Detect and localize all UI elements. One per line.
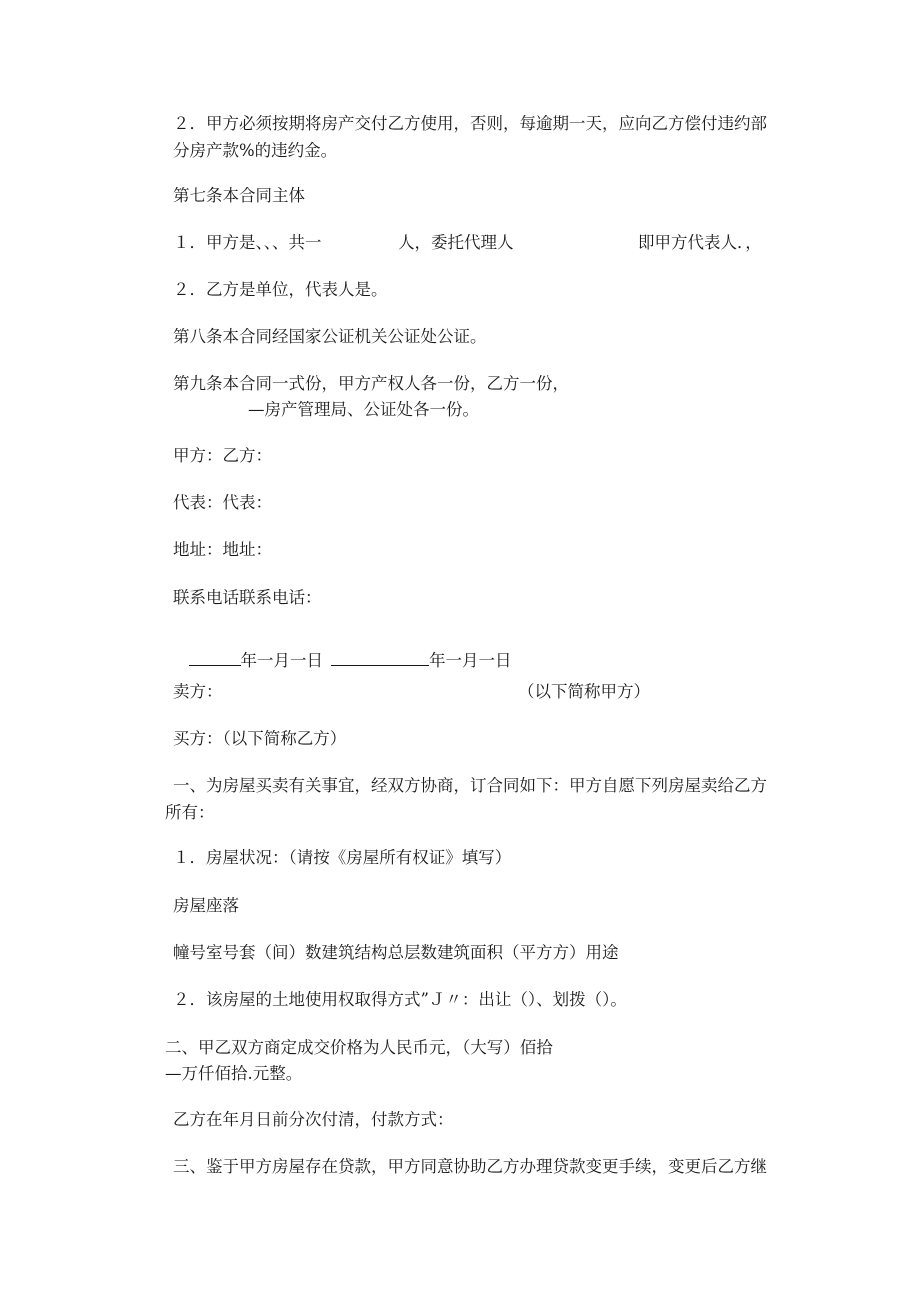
signature-party: 甲方：乙方： [173,446,272,465]
article-9-line-2: —房产管理局、公证处各一份。 [248,400,479,419]
item-2-land-use: ２．该房屋的土地使用权取得方式”Ｊ〃：出让（）、划拨（）。 [173,990,627,1009]
article-7-item-1-c: 即甲方代表人．， [638,233,762,252]
article-7-item-1-b: 人，委托代理人 [398,233,514,252]
seller-label: 卖方： [173,682,223,701]
section-2-line-2: —万仟佰拾.元整。 [165,1064,303,1083]
item-1-house-status: １．房屋状况：（请按《房屋所有权证》填写） [173,848,512,867]
section-3-line-1: 三、鉴于甲方房屋存在贷款，甲方同意协助乙方办理贷款变更手续，变更后乙方继 [173,1157,767,1176]
article-9-line-1: 第九条本合同一式份，甲方产权人各一份，乙方一份， [173,374,569,393]
article-8: 第八条本合同经国家公证机关公证处公证。 [173,327,487,346]
section-1-line-1: 一、为房屋买卖有关事宜，经双方协商，订合同如下：甲方自愿下列房屋卖给乙方 [173,776,767,795]
signature-phone: 联系电话联系电话： [173,588,322,607]
clause-2-line-2: 分房产款%的违约金。 [173,141,338,160]
date-1: 年一月一日 [240,650,323,670]
date-2: 年一月一日 [429,650,512,670]
date-row [178,636,512,669]
article-7-title: 第七条本合同主体 [173,186,305,205]
seller-note: （以下简称甲方） [518,682,650,701]
date-1-blank [189,653,241,666]
signature-address: 地址：地址： [173,540,272,559]
section-1-line-2: 所有： [165,803,215,822]
house-location: 房屋座落 [173,896,239,915]
article-7-item-2: ２．乙方是单位，代表人是。 [173,280,388,299]
section-2-line-1: 二、甲乙双方商定成交价格为人民币元，（大写）佰拾 [165,1038,553,1057]
date-2-blank [331,653,429,666]
signature-representative: 代表：代表： [173,493,272,512]
house-fields: 幢号室号套（间）数建筑结构总层数建筑面积（平方方）用途 [173,943,619,962]
clause-2-line-1: ２．甲方必须按期将房产交付乙方使用，否则，每逾期一天，应向乙方偿付违约部 [173,114,767,133]
buyer-line: 买方：（以下简称乙方） [173,729,347,748]
payment-line: 乙方在年月日前分次付清，付款方式： [173,1110,454,1129]
article-7-item-1-a: １．甲方是、、、共一 [173,233,322,252]
